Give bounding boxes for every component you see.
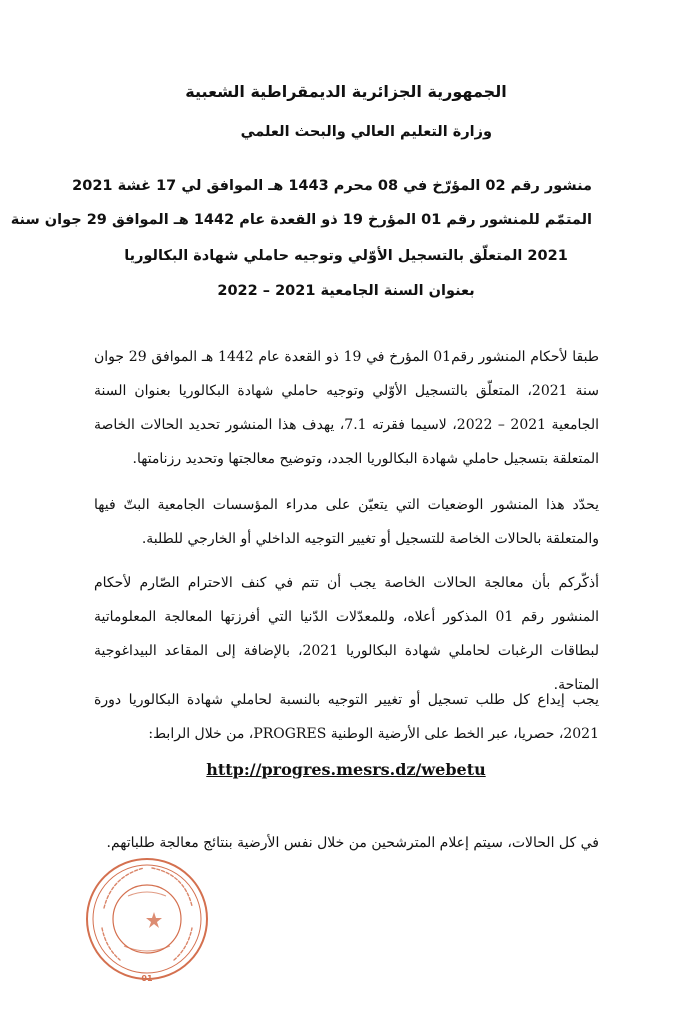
paragraph-4: يجب إيداع كل طلب تسجيل أو تغيير التوجيه بالنسبة لحاملي شهادة البكالوريا دورة 2021، حصريا، عبر الخط على الأرضية الوطنية PROGRES، من خلال الرابط: [94, 692, 599, 742]
title-line-1: منشور رقم 02 المؤرّخ في 08 محرم 1443 هـ الموافق لي 17 غشة 2021 [72, 178, 592, 194]
progres-link[interactable]: http://progres.mesrs.dz/webetu [206, 760, 486, 779]
seal-number: 01 [141, 974, 153, 983]
title-line-4: بعنوان السنة الجامعية 2021 – 2022 [217, 283, 475, 299]
ministry-heading: وزارة التعليم العالي والبحث العلمي [240, 124, 492, 140]
seal-graphic-icon [82, 856, 212, 986]
paragraph-5: في كل الحالات، سيتم إعلام المترشحين من خلال نفس الأرضية بنتائج معالجة طلباتهم. [106, 835, 599, 851]
paragraph-1: طبقا لأحكام المنشور رقم01 المؤرخ في 19 ذو القعدة عام 1442 هـ الموافق 29 جوان سنة 2021، المتعلّق بالتسجيل الأوّلي وتوجيه حاملي شهادة البكالوريا بعنوان السنة الجامعية 2021 – 2022، لاسيما فقرته 7.1، يهدف هذا المنشور تحديد الحالات الخاصة المتعلقة بتسجيل حاملي شهادة البكالوريا الجدد، وتوضيح معالجتها وتحديد رزنامتها. [94, 349, 599, 467]
ministry-seal-stamp [82, 856, 212, 986]
title-line-3: 2021 المتعلّق بالتسجيل الأوّلي وتوجيه حاملي شهادة البكالوريا [124, 248, 568, 264]
title-line-2: المتمّم للمنشور رقم 01 المؤرخ 19 ذو القعدة عام 1442 هـ الموافق 29 جوان سنة [10, 212, 592, 228]
paragraph-3: أذكّركم بأن معالجة الحالات الخاصة يجب أن تتم في كنف الاحترام الصّارم لأحكام المنشور رقم 01 المذكور أعلاه، وللمعدّلات الدّنيا التي أفرزتها المعالجة المعلوماتية لبطاقات الرغبات لحاملي شهادة البكالوريا 2021، بالإضافة إلى المقاعد البيداغوجية المتاحة. [94, 575, 599, 693]
paragraph-2: يحدّد هذا المنشور الوضعيات التي يتعيّن على مدراء المؤسسات الجامعية البتّ فيها والمتعلقة بالحالات الخاصة للتسجيل أو تغيير التوجيه الداخلي أو الخارجي للطلبة. [94, 497, 599, 547]
republic-heading: الجمهورية الجزائرية الديمقراطية الشعبية [185, 82, 507, 101]
